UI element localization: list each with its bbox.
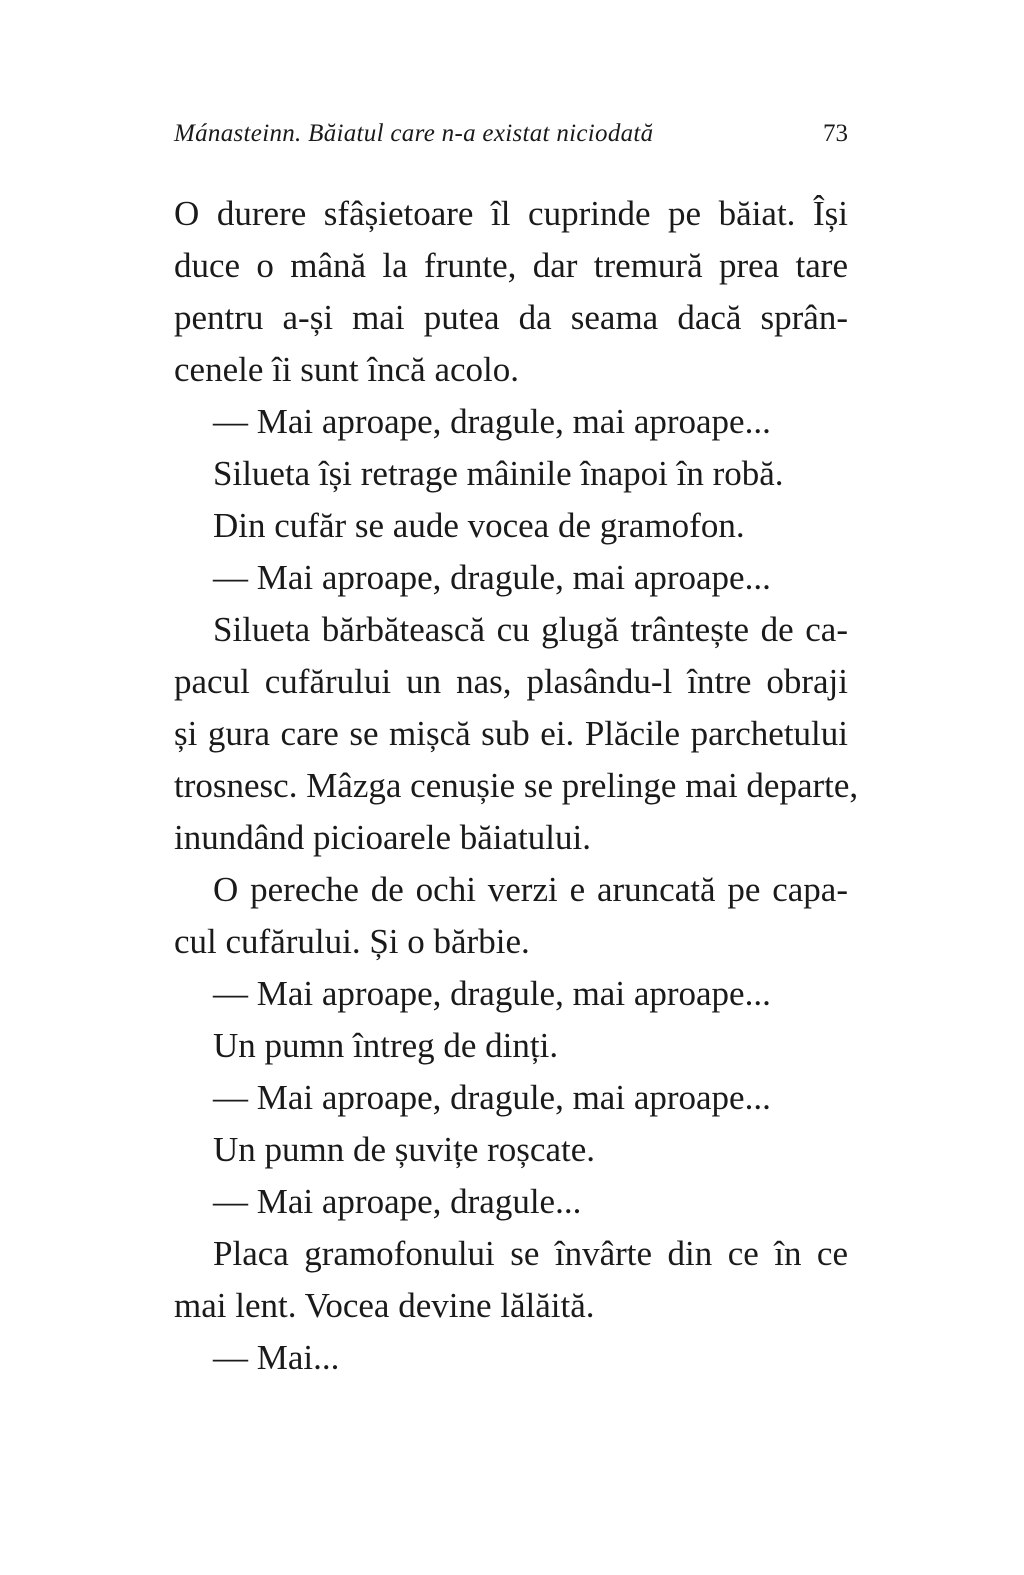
- text-line: Silueta bărbătească cu glugă trântește de ca-: [213, 610, 848, 649]
- text-line: pacul cufărului un nas, plasându-l între obraji: [174, 662, 848, 701]
- text-line: mai lent. Vocea devine lălăită.: [174, 1286, 595, 1325]
- text-line: inundând picioarele băiatului.: [174, 818, 591, 857]
- text-line: cul cufărului. Și o bărbie.: [174, 922, 530, 961]
- text-line: O durere sfâșietoare îl cuprinde pe băiat. Își: [174, 194, 848, 233]
- text-line: cenele îi sunt încă acolo.: [174, 350, 519, 389]
- dialogue-line: — Mai...: [213, 1338, 340, 1377]
- dialogue-line: — Mai aproape, dragule, mai aproape...: [213, 974, 771, 1013]
- text-line: O pereche de ochi verzi e aruncată pe capa-: [213, 870, 848, 909]
- text-line: duce o mână la frunte, dar tremură prea tare: [174, 246, 848, 285]
- page-number: 73: [823, 120, 848, 147]
- dialogue-line: — Mai aproape, dragule, mai aproape...: [213, 1078, 771, 1117]
- running-header: [174, 114, 848, 154]
- text-line: Un pumn de șuvițe roșcate.: [213, 1130, 595, 1169]
- dialogue-line: — Mai aproape, dragule...: [213, 1182, 582, 1221]
- body-text: [174, 188, 859, 1384]
- dialogue-line: — Mai aproape, dragule, mai aproape...: [213, 558, 771, 597]
- text-line: Din cufăr se aude vocea de gramofon.: [213, 506, 745, 545]
- running-title: Mánasteinn. Băiatul care n-a existat niciodată: [174, 120, 654, 147]
- text-line: Placa gramofonului se învârte din ce în ce: [213, 1234, 848, 1273]
- text-line: pentru a-și mai putea da seama dacă sprân-: [174, 298, 848, 337]
- text-line: și gura care se mișcă sub ei. Plăcile parchetului: [174, 714, 848, 753]
- text-line: Un pumn întreg de dinți.: [213, 1026, 559, 1065]
- dialogue-line: — Mai aproape, dragule, mai aproape...: [213, 402, 771, 441]
- text-line: Silueta își retrage mâinile înapoi în robă.: [213, 454, 784, 493]
- text-line: trosnesc. Mâzga cenușie se prelinge mai departe,: [174, 766, 859, 805]
